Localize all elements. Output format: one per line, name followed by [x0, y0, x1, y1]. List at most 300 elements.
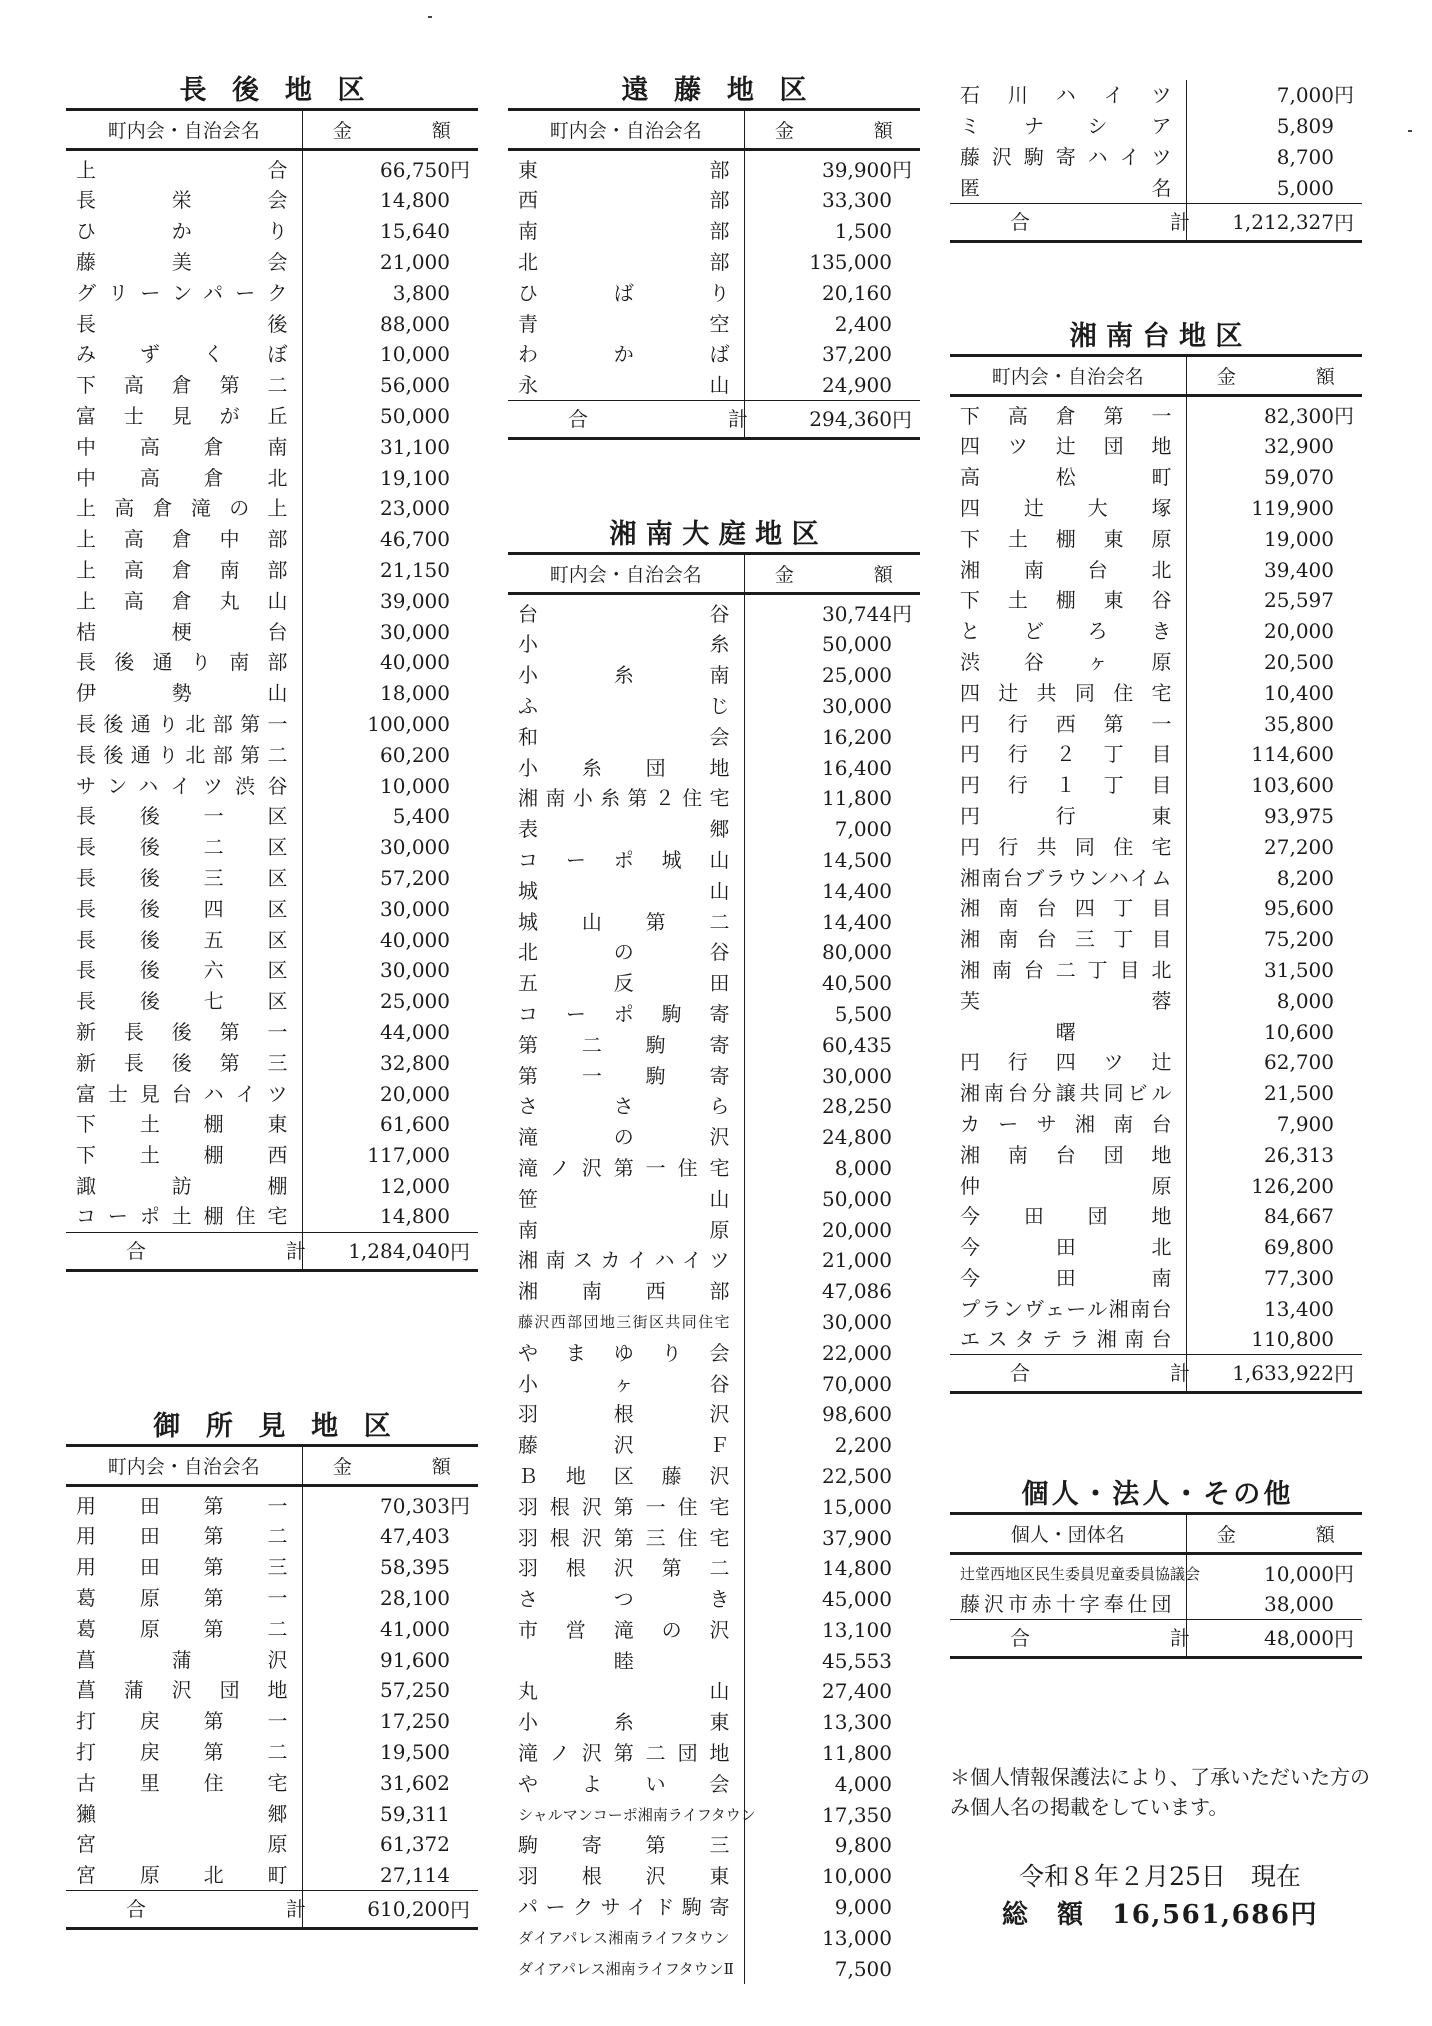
name-column-header: 町内会・自治会名: [66, 1446, 302, 1486]
amount: 91,600: [380, 1647, 450, 1672]
amount: 84,667: [1264, 1204, 1334, 1229]
org-name: 用田第三: [66, 1552, 302, 1583]
section-title: 長後地区: [179, 75, 391, 106]
amount: 30,000: [822, 693, 892, 718]
table-row: [508, 185, 920, 216]
table-row: [66, 1486, 478, 1522]
total-label: 合 計: [950, 203, 1186, 241]
amount: 20,160: [822, 280, 892, 305]
table-row: [66, 1737, 478, 1768]
amount: 59,311: [380, 1801, 450, 1826]
amount: 20,000: [380, 1081, 450, 1106]
org-name: 睦: [508, 1645, 744, 1676]
table-row: [508, 594, 920, 630]
amount: 61,600: [380, 1112, 450, 1137]
amount: 98,600: [822, 1402, 892, 1427]
org-name: 羽根沢第一住宅: [508, 1491, 744, 1522]
org-name: 今田団地: [950, 1201, 1186, 1232]
as-of-date: 令和８年２月25日 現在: [1019, 1862, 1301, 1891]
privacy-note: ＊個人情報保護法により、了承いただいた方のみ個人名の掲載をしています。: [950, 1765, 1370, 1819]
section-title: 御所見地区: [153, 1411, 417, 1442]
amount: 35,800: [1264, 711, 1334, 736]
amount: 2,400: [834, 311, 892, 336]
org-name: 曙: [950, 1016, 1186, 1047]
table-row: [950, 893, 1362, 924]
org-name: ダイアパレス湘南ライフタウン: [508, 1922, 744, 1953]
org-name: 高松町: [950, 462, 1186, 493]
total-amount: 1,633,922: [1232, 1361, 1334, 1386]
org-name: 台谷: [508, 594, 744, 630]
amount: 4,000: [834, 1771, 892, 1796]
table-row: [508, 1399, 920, 1430]
amount: 13,100: [822, 1617, 892, 1642]
org-name: 下高倉第二: [66, 370, 302, 401]
yen-unit: 円: [892, 408, 912, 433]
table-row: [508, 1153, 920, 1184]
table-row: [950, 493, 1362, 524]
amount: 103,600: [1251, 773, 1334, 798]
table-row: [508, 339, 920, 370]
amount: 47,086: [822, 1279, 892, 1304]
org-name: 滝の沢: [508, 1122, 744, 1153]
org-name: 用田第一: [66, 1486, 302, 1522]
org-name: 湘南台二丁目北: [950, 955, 1186, 986]
table-row: [66, 1583, 478, 1614]
yen-unit: 円: [892, 158, 912, 182]
table-row: [950, 616, 1362, 647]
org-name: 藤美会: [66, 247, 302, 278]
name-column-header: 個人・団体名: [950, 1514, 1186, 1554]
org-name: 宮原: [66, 1829, 302, 1860]
amount: 26,313: [1264, 1142, 1334, 1167]
amount: 38,000: [1264, 1592, 1334, 1617]
org-name: 第二駒寄: [508, 1029, 744, 1060]
amount: 28,100: [380, 1585, 450, 1610]
org-name: 諏訪棚: [66, 1171, 302, 1202]
amount: 50,000: [822, 632, 892, 657]
yen-unit: 円: [1334, 1362, 1354, 1387]
table-row: [66, 1798, 478, 1829]
org-name: みずくぼ: [66, 339, 302, 370]
org-name: 渋谷ヶ原: [950, 647, 1186, 678]
org-name: 東部: [508, 150, 744, 186]
amount: 77,300: [1264, 1265, 1334, 1290]
amount: 39,000: [380, 588, 450, 613]
org-name: 中高倉北: [66, 462, 302, 493]
table-row: [66, 616, 478, 647]
org-name: 藤沢西部団地三街区共同住宅: [508, 1307, 744, 1338]
amount: 22,500: [822, 1463, 892, 1488]
amount-column-header: 金 額: [1186, 1514, 1362, 1554]
amount: 19,500: [380, 1739, 450, 1764]
yen-unit: 円: [450, 1239, 470, 1264]
table-row: [66, 1706, 478, 1737]
table-row: [508, 1091, 920, 1122]
table-row: [508, 721, 920, 752]
table-row: [508, 1461, 920, 1492]
amount-column-header: 金 額: [302, 110, 478, 150]
table-row: [66, 1767, 478, 1798]
amount: 20,000: [822, 1217, 892, 1242]
org-name: 石川ハイツ: [950, 80, 1186, 111]
table-row: [950, 80, 1362, 111]
org-name: 菖蒲沢: [66, 1644, 302, 1675]
org-name: 仲原: [950, 1170, 1186, 1201]
org-name: 湘南小糸第２住宅: [508, 783, 744, 814]
org-name: 小糸東: [508, 1707, 744, 1738]
amount: 24,900: [822, 372, 892, 397]
amount: 27,114: [380, 1862, 450, 1887]
amount: 21,000: [822, 1248, 892, 1273]
amount: 40,500: [822, 971, 892, 996]
amount: 30,000: [822, 1063, 892, 1088]
org-name: 湘南スカイハイツ: [508, 1245, 744, 1276]
table-row: [950, 1047, 1362, 1078]
org-name: ダイアパレス湘南ライフタウンⅡ: [508, 1953, 744, 1984]
org-name: 小糸団地: [508, 752, 744, 783]
table-row: [508, 1337, 920, 1368]
org-name: 長後通り北部第二: [66, 739, 302, 770]
section-title: 遠藤地区: [621, 75, 833, 106]
amount: 32,900: [1264, 434, 1334, 459]
table-row: [508, 1122, 920, 1153]
org-name: 獺郷: [66, 1798, 302, 1829]
table-row: [66, 585, 478, 616]
yen-unit: 円: [450, 1494, 470, 1518]
org-name: 新長後第三: [66, 1047, 302, 1078]
amount: 66,750: [380, 158, 450, 182]
org-name: グリーンパーク: [66, 277, 302, 308]
amount: 3,800: [392, 280, 450, 305]
amount: 8,200: [1276, 865, 1334, 890]
total-amount: 610,200: [367, 1897, 450, 1922]
total-row: [950, 203, 1362, 241]
org-name: 笹山: [508, 1183, 744, 1214]
amount: 135,000: [809, 249, 892, 274]
amount: 62,700: [1264, 1050, 1334, 1075]
total-row: [950, 1620, 1362, 1658]
amount: 119,900: [1251, 495, 1334, 520]
table-row: [950, 1554, 1362, 1590]
org-name: 古里住宅: [66, 1767, 302, 1798]
table-row: [508, 968, 920, 999]
amount: 31,100: [380, 434, 450, 459]
amount: 20,500: [1264, 649, 1334, 674]
amount: 17,250: [380, 1709, 450, 1734]
yen-unit: 円: [1334, 83, 1354, 107]
table-row: [508, 1276, 920, 1307]
org-name: 円行西第一: [950, 708, 1186, 739]
table-row: [508, 629, 920, 660]
amount: 40,000: [380, 650, 450, 675]
yen-unit: 円: [450, 158, 470, 182]
table-row: [66, 770, 478, 801]
org-name: 長後一区: [66, 801, 302, 832]
org-name: 羽根沢: [508, 1399, 744, 1430]
table-row: [508, 1922, 920, 1953]
scan-speck: [428, 16, 432, 18]
table-row: [508, 1861, 920, 1892]
table-row: [508, 1491, 920, 1522]
table-row: [508, 370, 920, 401]
amount: 17,350: [822, 1802, 892, 1827]
org-name: プランヴェール湘南台: [950, 1293, 1186, 1324]
org-name: 伊勢山: [66, 678, 302, 709]
org-name: 北部: [508, 247, 744, 278]
table-row: [66, 678, 478, 709]
org-name: 湘南台分譲共同ビル: [950, 1078, 1186, 1109]
amount: 126,200: [1251, 1173, 1334, 1198]
amount: 7,000: [1276, 83, 1334, 108]
amount: 9,000: [834, 1895, 892, 1920]
amount: 80,000: [822, 940, 892, 965]
org-name: ささら: [508, 1091, 744, 1122]
table-row: [508, 783, 920, 814]
org-name: 葛原第一: [66, 1583, 302, 1614]
org-name: とどろき: [950, 616, 1186, 647]
org-name: 辻堂西地区民生委員児童委員協議会: [950, 1554, 1186, 1590]
table-row: [66, 801, 478, 832]
section-title: 湘南大庭地区: [609, 519, 829, 550]
total-label: 合 計: [508, 401, 744, 439]
org-name: 第一駒寄: [508, 1060, 744, 1091]
org-name: 長後六区: [66, 955, 302, 986]
total-row: [66, 1891, 478, 1929]
amount: 25,000: [380, 989, 450, 1014]
org-name: 城山: [508, 875, 744, 906]
amount: 30,744: [822, 602, 892, 626]
table-row: [950, 1109, 1362, 1140]
amount: 22,000: [822, 1340, 892, 1365]
table-row: [508, 1183, 920, 1214]
name-column-header: 町内会・自治会名: [508, 110, 744, 150]
amount: 28,250: [822, 1094, 892, 1119]
org-name: 長後二区: [66, 832, 302, 863]
amount: 16,400: [822, 755, 892, 780]
yen-unit: 円: [1334, 210, 1354, 235]
amount: 7,900: [1276, 1111, 1334, 1136]
total-label: 合 計: [950, 1620, 1186, 1658]
table-row: [66, 524, 478, 555]
org-name: 円行四ツ辻: [950, 1047, 1186, 1078]
table-row: [508, 1676, 920, 1707]
table-row: [508, 1368, 920, 1399]
section-individual: [950, 1478, 1366, 1659]
table-row: [66, 216, 478, 247]
name-column-header: 町内会・自治会名: [508, 554, 744, 594]
amount: 69,800: [1264, 1235, 1334, 1260]
table-row: [950, 1078, 1362, 1109]
org-name: 匿名: [950, 172, 1186, 203]
table-row: [950, 708, 1362, 739]
table-row: [66, 1829, 478, 1860]
table-row: [508, 1214, 920, 1245]
table-row: [950, 770, 1362, 801]
table-row: [66, 339, 478, 370]
amount: 31,602: [380, 1770, 450, 1795]
section-title: 湘南台地区: [1069, 321, 1252, 352]
org-name: 用田第二: [66, 1521, 302, 1552]
table-row: [508, 247, 920, 278]
donation-table: [66, 1444, 482, 1930]
table-row: [66, 493, 478, 524]
org-name: 城山第二: [508, 906, 744, 937]
org-name: 長栄会: [66, 185, 302, 216]
org-name: 円行１丁目: [950, 770, 1186, 801]
amount: 95,600: [1264, 896, 1334, 921]
org-name: 駒寄第三: [508, 1830, 744, 1861]
table-row: [66, 401, 478, 432]
org-name: 富士見台ハイツ: [66, 1078, 302, 1109]
amount: 13,000: [822, 1925, 892, 1950]
amount: 14,400: [822, 909, 892, 934]
table-row: [66, 1140, 478, 1171]
table-row: [950, 1263, 1362, 1294]
table-row: [508, 999, 920, 1030]
total-row: [66, 1232, 478, 1270]
org-name: 葛原第二: [66, 1613, 302, 1644]
org-name: 湘南台団地: [950, 1139, 1186, 1170]
org-name: やよい会: [508, 1768, 744, 1799]
org-name: 羽根沢第二: [508, 1553, 744, 1584]
table-row: [66, 277, 478, 308]
amount: 8,000: [834, 1155, 892, 1180]
org-name: 円行共同住宅: [950, 831, 1186, 862]
amount: 30,000: [822, 1309, 892, 1334]
org-name: 長後: [66, 308, 302, 339]
amount: 14,800: [380, 1204, 450, 1229]
org-name: 湘南台北: [950, 554, 1186, 585]
table-row: [66, 308, 478, 339]
amount: 75,200: [1264, 927, 1334, 952]
amount: 2,200: [834, 1433, 892, 1458]
table-row: [66, 185, 478, 216]
total-row: [508, 401, 920, 439]
table-row: [508, 1830, 920, 1861]
table-row: [950, 462, 1362, 493]
table-row: [66, 1644, 478, 1675]
table-row: [66, 739, 478, 770]
table-row: [508, 1707, 920, 1738]
total-row: [950, 1355, 1362, 1393]
table-row: [66, 1521, 478, 1552]
table-row: [66, 1552, 478, 1583]
amount-column-header: 金 額: [744, 110, 920, 150]
table-row: [508, 1522, 920, 1553]
org-name: 南原: [508, 1214, 744, 1245]
org-name: 西部: [508, 185, 744, 216]
yen-unit: 円: [450, 1898, 470, 1923]
total-amount: 294,360: [809, 407, 892, 432]
amount: 14,500: [822, 847, 892, 872]
total-amount: 48,000: [1264, 1626, 1334, 1651]
org-name: 藤沢市赤十字奉仕団: [950, 1589, 1186, 1620]
org-name: 藤沢駒寄ハイツ: [950, 142, 1186, 173]
amount: 10,000: [822, 1864, 892, 1889]
amount: 40,000: [380, 927, 450, 952]
table-row: [66, 1201, 478, 1232]
org-name: 羽根沢第三住宅: [508, 1522, 744, 1553]
amount: 27,200: [1264, 834, 1334, 859]
donation-table: [66, 108, 482, 1272]
amount: 5,809: [1276, 114, 1334, 139]
table-row: [508, 1615, 920, 1646]
amount: 44,000: [380, 1019, 450, 1044]
org-name: わかば: [508, 339, 744, 370]
org-name: 桔梗台: [66, 616, 302, 647]
org-name: 滝ノ沢第一住宅: [508, 1153, 744, 1184]
amount: 10,000: [380, 342, 450, 367]
name-column-header: 町内会・自治会名: [66, 110, 302, 150]
table-row: [508, 660, 920, 691]
table-row: [66, 1017, 478, 1048]
org-name: 下高倉第一: [950, 396, 1186, 432]
org-name: コーポ駒寄: [508, 999, 744, 1030]
total-label: 合 計: [950, 1355, 1186, 1393]
org-name: 四辻共同住宅: [950, 677, 1186, 708]
table-row: [66, 1860, 478, 1891]
amount: 21,150: [380, 557, 450, 582]
table-row: [508, 216, 920, 247]
amount: 8,700: [1276, 144, 1334, 169]
section-shonanoba: [508, 518, 924, 1984]
amount: 57,250: [380, 1678, 450, 1703]
table-row: [508, 845, 920, 876]
org-name: さつき: [508, 1584, 744, 1615]
section-nagago: [66, 74, 482, 1272]
table-row: [950, 739, 1362, 770]
table-row: [950, 142, 1362, 173]
amount: 30,000: [380, 619, 450, 644]
amount: 14,800: [822, 1556, 892, 1581]
table-row: [66, 1109, 478, 1140]
section-title: 個人・法人・その他: [1021, 1479, 1294, 1510]
org-name: 円行２丁目: [950, 739, 1186, 770]
total-label: 合 計: [66, 1232, 302, 1270]
table-row: [508, 277, 920, 308]
org-name: 下土棚西: [66, 1140, 302, 1171]
amount: 16,200: [822, 724, 892, 749]
org-name: 下土棚東谷: [950, 585, 1186, 616]
table-row: [950, 924, 1362, 955]
table-row: [66, 893, 478, 924]
table-row: [66, 1171, 478, 1202]
org-name: 長後五区: [66, 924, 302, 955]
table-row: [950, 1232, 1362, 1263]
org-name: ミナシア: [950, 111, 1186, 142]
org-name: 丸山: [508, 1676, 744, 1707]
table-row: [950, 677, 1362, 708]
table-row: [508, 1430, 920, 1461]
table-row: [66, 832, 478, 863]
table-row: [508, 1799, 920, 1830]
table-row: [950, 801, 1362, 832]
amount: 30,000: [380, 958, 450, 983]
table-row: [66, 555, 478, 586]
amount: 9,800: [834, 1833, 892, 1858]
amount: 47,403: [380, 1524, 450, 1549]
amount: 30,000: [380, 896, 450, 921]
org-name: 小糸南: [508, 660, 744, 691]
amount: 82,300: [1264, 404, 1334, 428]
amount: 11,800: [822, 786, 892, 811]
org-name: 上高倉中部: [66, 524, 302, 555]
org-name: 富士見が丘: [66, 401, 302, 432]
table-row: [66, 462, 478, 493]
table-row: [508, 906, 920, 937]
org-name: 市営滝の沢: [508, 1615, 744, 1646]
table-row: [508, 1029, 920, 1060]
